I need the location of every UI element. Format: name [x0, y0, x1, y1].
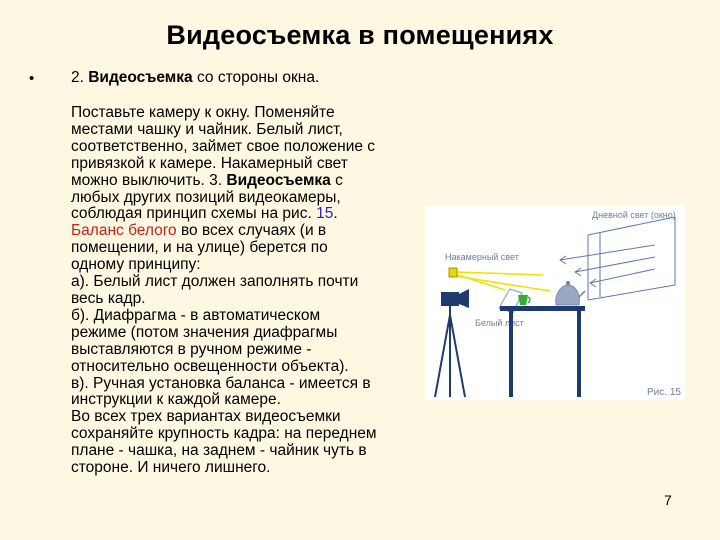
- daylight-rays: [560, 245, 655, 287]
- kettle-lid-knob: [566, 281, 570, 285]
- camera-light-beams: [455, 272, 550, 291]
- body-text-2: с любых других позиций видеокамеры, соблюдая принцип схемы на рис.: [71, 171, 343, 223]
- body-text-3: .: [333, 205, 338, 223]
- slide-title: Видеосъемка в помещениях: [166, 20, 554, 50]
- daylight-ray: [575, 257, 655, 272]
- oncamera-light-icon: [449, 268, 457, 277]
- body-paragraph: [71, 105, 436, 477]
- white-sheet-label: Белый лист: [475, 318, 524, 328]
- body-text-4: во всех случаях (и в помещении, и на улице) берется по одному принципу: а). Белый лист должен заполнять почти весь кадр. б). Диафрагма - в автоматическом режиме (потом значения диафрагмы выставляются в ручном режиме - относительно освещенности объекта). в). Ручная установка баланса - имеется в инструкции к каждой камере. Во всех трех вариантах видеосъемки сохраняйте крупность кадра: на переднем плане - чашка, на заднем - чайник чуть в стороне. И ничего лишнего.: [71, 222, 377, 477]
- camera-lens-icon: [459, 289, 469, 308]
- arrow-head: [590, 279, 596, 287]
- kettle-icon: [556, 285, 580, 305]
- body-text-1: Поставьте камеру к окну. Поменяйте местами чашку и чайник. Белый лист, соответственно, займет свое положение с привязкой к камере. Накамерный свет можно выключить. 3.: [71, 104, 376, 189]
- point-prefix: 2.: [71, 69, 89, 86]
- white-balance-term: Баланс белого: [71, 222, 177, 240]
- figure-reference: 15: [316, 205, 334, 223]
- bullet-heading: [71, 69, 319, 87]
- daylight-ray: [560, 245, 655, 260]
- light-beam: [455, 272, 543, 275]
- body-bold-word: Видеосъемка: [226, 171, 331, 189]
- window-bottom-edge: [588, 285, 675, 300]
- cup-icon: [518, 295, 528, 305]
- tripod-left-leg: [435, 315, 450, 397]
- point-rest: со стороны окна.: [192, 69, 320, 86]
- oncamera-light-label: Накамерный свет: [445, 252, 519, 262]
- video-camera-icon: [441, 292, 459, 306]
- bullet-marker: •: [29, 70, 35, 87]
- table-top: [500, 306, 585, 311]
- tripod-right-leg: [450, 315, 465, 397]
- daylight-label: Дневной свет (окно): [592, 210, 676, 220]
- tripod: [435, 306, 465, 397]
- figure-svg: [425, 205, 685, 400]
- page-number: 7: [664, 492, 672, 508]
- arrow-head: [575, 268, 581, 276]
- figure-15-diagram: [425, 205, 685, 400]
- point-bold-word: Видеосъемка: [88, 69, 193, 86]
- kettle-spout: [579, 291, 585, 297]
- cup-handle-icon: [528, 297, 530, 303]
- figure-caption: Рис. 15: [647, 387, 681, 398]
